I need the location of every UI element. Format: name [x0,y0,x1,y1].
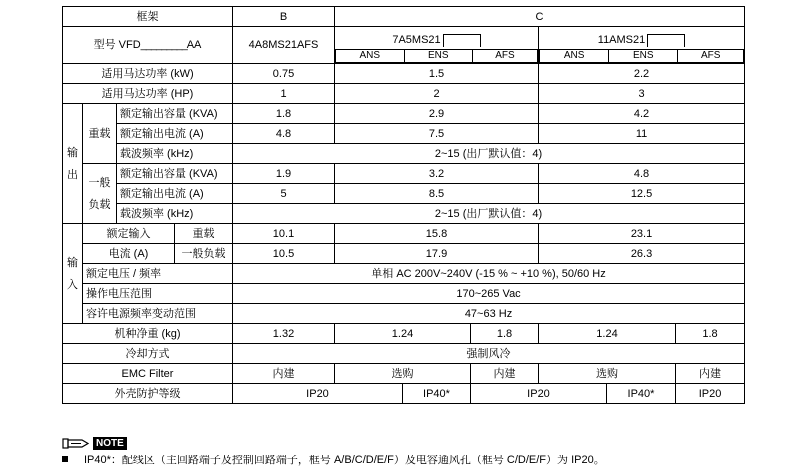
voltage-value: 单相 AC 200V~240V (-15 % ~ +10 %), 50/60 Hz [233,264,745,284]
in-heavy-b: 10.1 [233,224,335,244]
cooling-label: 冷却方式 [63,344,233,364]
normal-current-label: 额定输出电流 (A) [117,184,233,204]
weight-label: 机种净重 (kg) [63,324,233,344]
heavy-current-label: 额定输出电流 (A) [117,124,233,144]
weight-c1-afs: 1.8 [471,324,539,344]
weight-c2-afs: 1.8 [676,324,745,344]
note-text: IP40*：配线区（主回路端子及控制回路端子，框号 A/B/C/D/E/F）及电容通风孔（框号 C/D/E/F）为 IP20。 [84,455,605,466]
model-c1: 7A5MS21 [392,34,441,46]
normal-current-b: 5 [233,184,335,204]
in-normal-b: 10.5 [233,244,335,264]
normal-label: 一般负载 [83,164,117,224]
normal-kva-label: 额定输出容量 (KVA) [117,164,233,184]
heavy-current-c1: 7.5 [335,124,539,144]
heavy-kva-c1: 2.9 [335,104,539,124]
freq-range-label: 容许电源频率变动范围 [83,304,233,324]
enclosure-c2-afs: IP20 [676,384,745,404]
note-heading [62,437,127,453]
emc-c2-afs: 内建 [676,364,745,384]
hp-label: 适用马达功率 (HP) [63,84,233,104]
variant-table-c1 [335,49,538,63]
kw-label: 适用马达功率 (kW) [63,64,233,84]
heavy-kva-b: 1.8 [233,104,335,124]
normal-current-c1: 8.5 [335,184,539,204]
in-heavy-c1: 15.8 [335,224,539,244]
model-c1-box [443,34,481,47]
variant-ans: ANS [540,50,609,63]
model-c2-box [647,34,685,47]
emc-c1-ans-ens: 选购 [335,364,471,384]
variant-ans: ANS [336,50,405,63]
emc-label: EMC Filter [63,364,233,384]
note-item [62,455,782,466]
enclosure-c1afs-c2ans: IP20 [471,384,607,404]
enclosure-c2-ens: IP40* [607,384,676,404]
frame-c: C [335,7,745,27]
hp-c2: 3 [539,84,745,104]
in-normal-c2: 26.3 [539,244,745,264]
model-b: 4A8MS21AFS [233,27,335,64]
model-c2: 11AMS21 [597,34,646,46]
output-group-label: 输出 [63,104,83,224]
heavy-kva-c2: 4.2 [539,104,745,124]
note-label: NOTE [93,437,127,450]
enclosure-b-c1: IP20 [233,384,403,404]
normal-carrier-value: 2~15 (出厂默认值：4) [233,204,745,224]
variant-afs: AFS [473,50,538,63]
hp-b: 1 [233,84,335,104]
pointing-hand-icon [62,437,92,450]
frame-b: B [233,7,335,27]
in-normal-c1: 17.9 [335,244,539,264]
freq-range-value: 47~63 Hz [233,304,745,324]
voltage-label: 额定电压 / 频率 [83,264,233,284]
weight-c2-ans-ens: 1.24 [539,324,676,344]
op-voltage-label: 操作电压范围 [83,284,233,304]
model-suffix: AA [186,39,202,51]
weight-c1-ans-ens: 1.24 [335,324,471,344]
weight-b: 1.32 [233,324,335,344]
hp-c1: 2 [335,84,539,104]
model-dashes: _________ [140,39,187,51]
heavy-carrier-value: 2~15 (出厂默认值：4) [233,144,745,164]
frame-label: 框架 [63,7,233,27]
input-group-label: 输入 [63,224,83,324]
enclosure-label: 外壳防护等级 [63,384,233,404]
model-prefix: 型号 VFD [93,39,141,51]
emc-c1-afs: 内建 [471,364,539,384]
heavy-label: 重载 [83,104,117,164]
cooling-value: 强制风冷 [233,344,745,364]
heavy-kva-label: 额定输出容量 (KVA) [117,104,233,124]
heavy-current-b: 4.8 [233,124,335,144]
variant-table-c2 [539,49,744,63]
normal-kva-b: 1.9 [233,164,335,184]
normal-current-c2: 12.5 [539,184,745,204]
model-label [63,27,233,64]
bullet-square-icon [62,456,68,462]
spec-table [62,6,745,404]
kw-c2: 2.2 [539,64,745,84]
heavy-carrier-label: 载波频率 (kHz) [117,144,233,164]
op-voltage-value: 170~265 Vac [233,284,745,304]
rated-input-label-2: 电流 (A) [83,244,175,264]
variant-ens: ENS [404,50,473,63]
model-c1-cell [335,27,539,64]
normal-carrier-label: 载波频率 (kHz) [117,204,233,224]
heavy-current-c2: 11 [539,124,745,144]
variant-ens: ENS [609,50,678,63]
note-tag [62,437,127,450]
emc-b: 内建 [233,364,335,384]
in-normal-label: 一般负载 [175,244,233,264]
emc-c2-ans-ens: 选购 [539,364,676,384]
model-c2-cell [539,27,745,64]
normal-kva-c1: 3.2 [335,164,539,184]
kw-c1: 1.5 [335,64,539,84]
normal-kva-c2: 4.8 [539,164,745,184]
in-heavy-c2: 23.1 [539,224,745,244]
rated-input-label-1: 额定输入 [83,224,175,244]
kw-b: 0.75 [233,64,335,84]
enclosure-c1-ens: IP40* [403,384,471,404]
in-heavy-label: 重载 [175,224,233,244]
variant-afs: AFS [678,50,744,63]
